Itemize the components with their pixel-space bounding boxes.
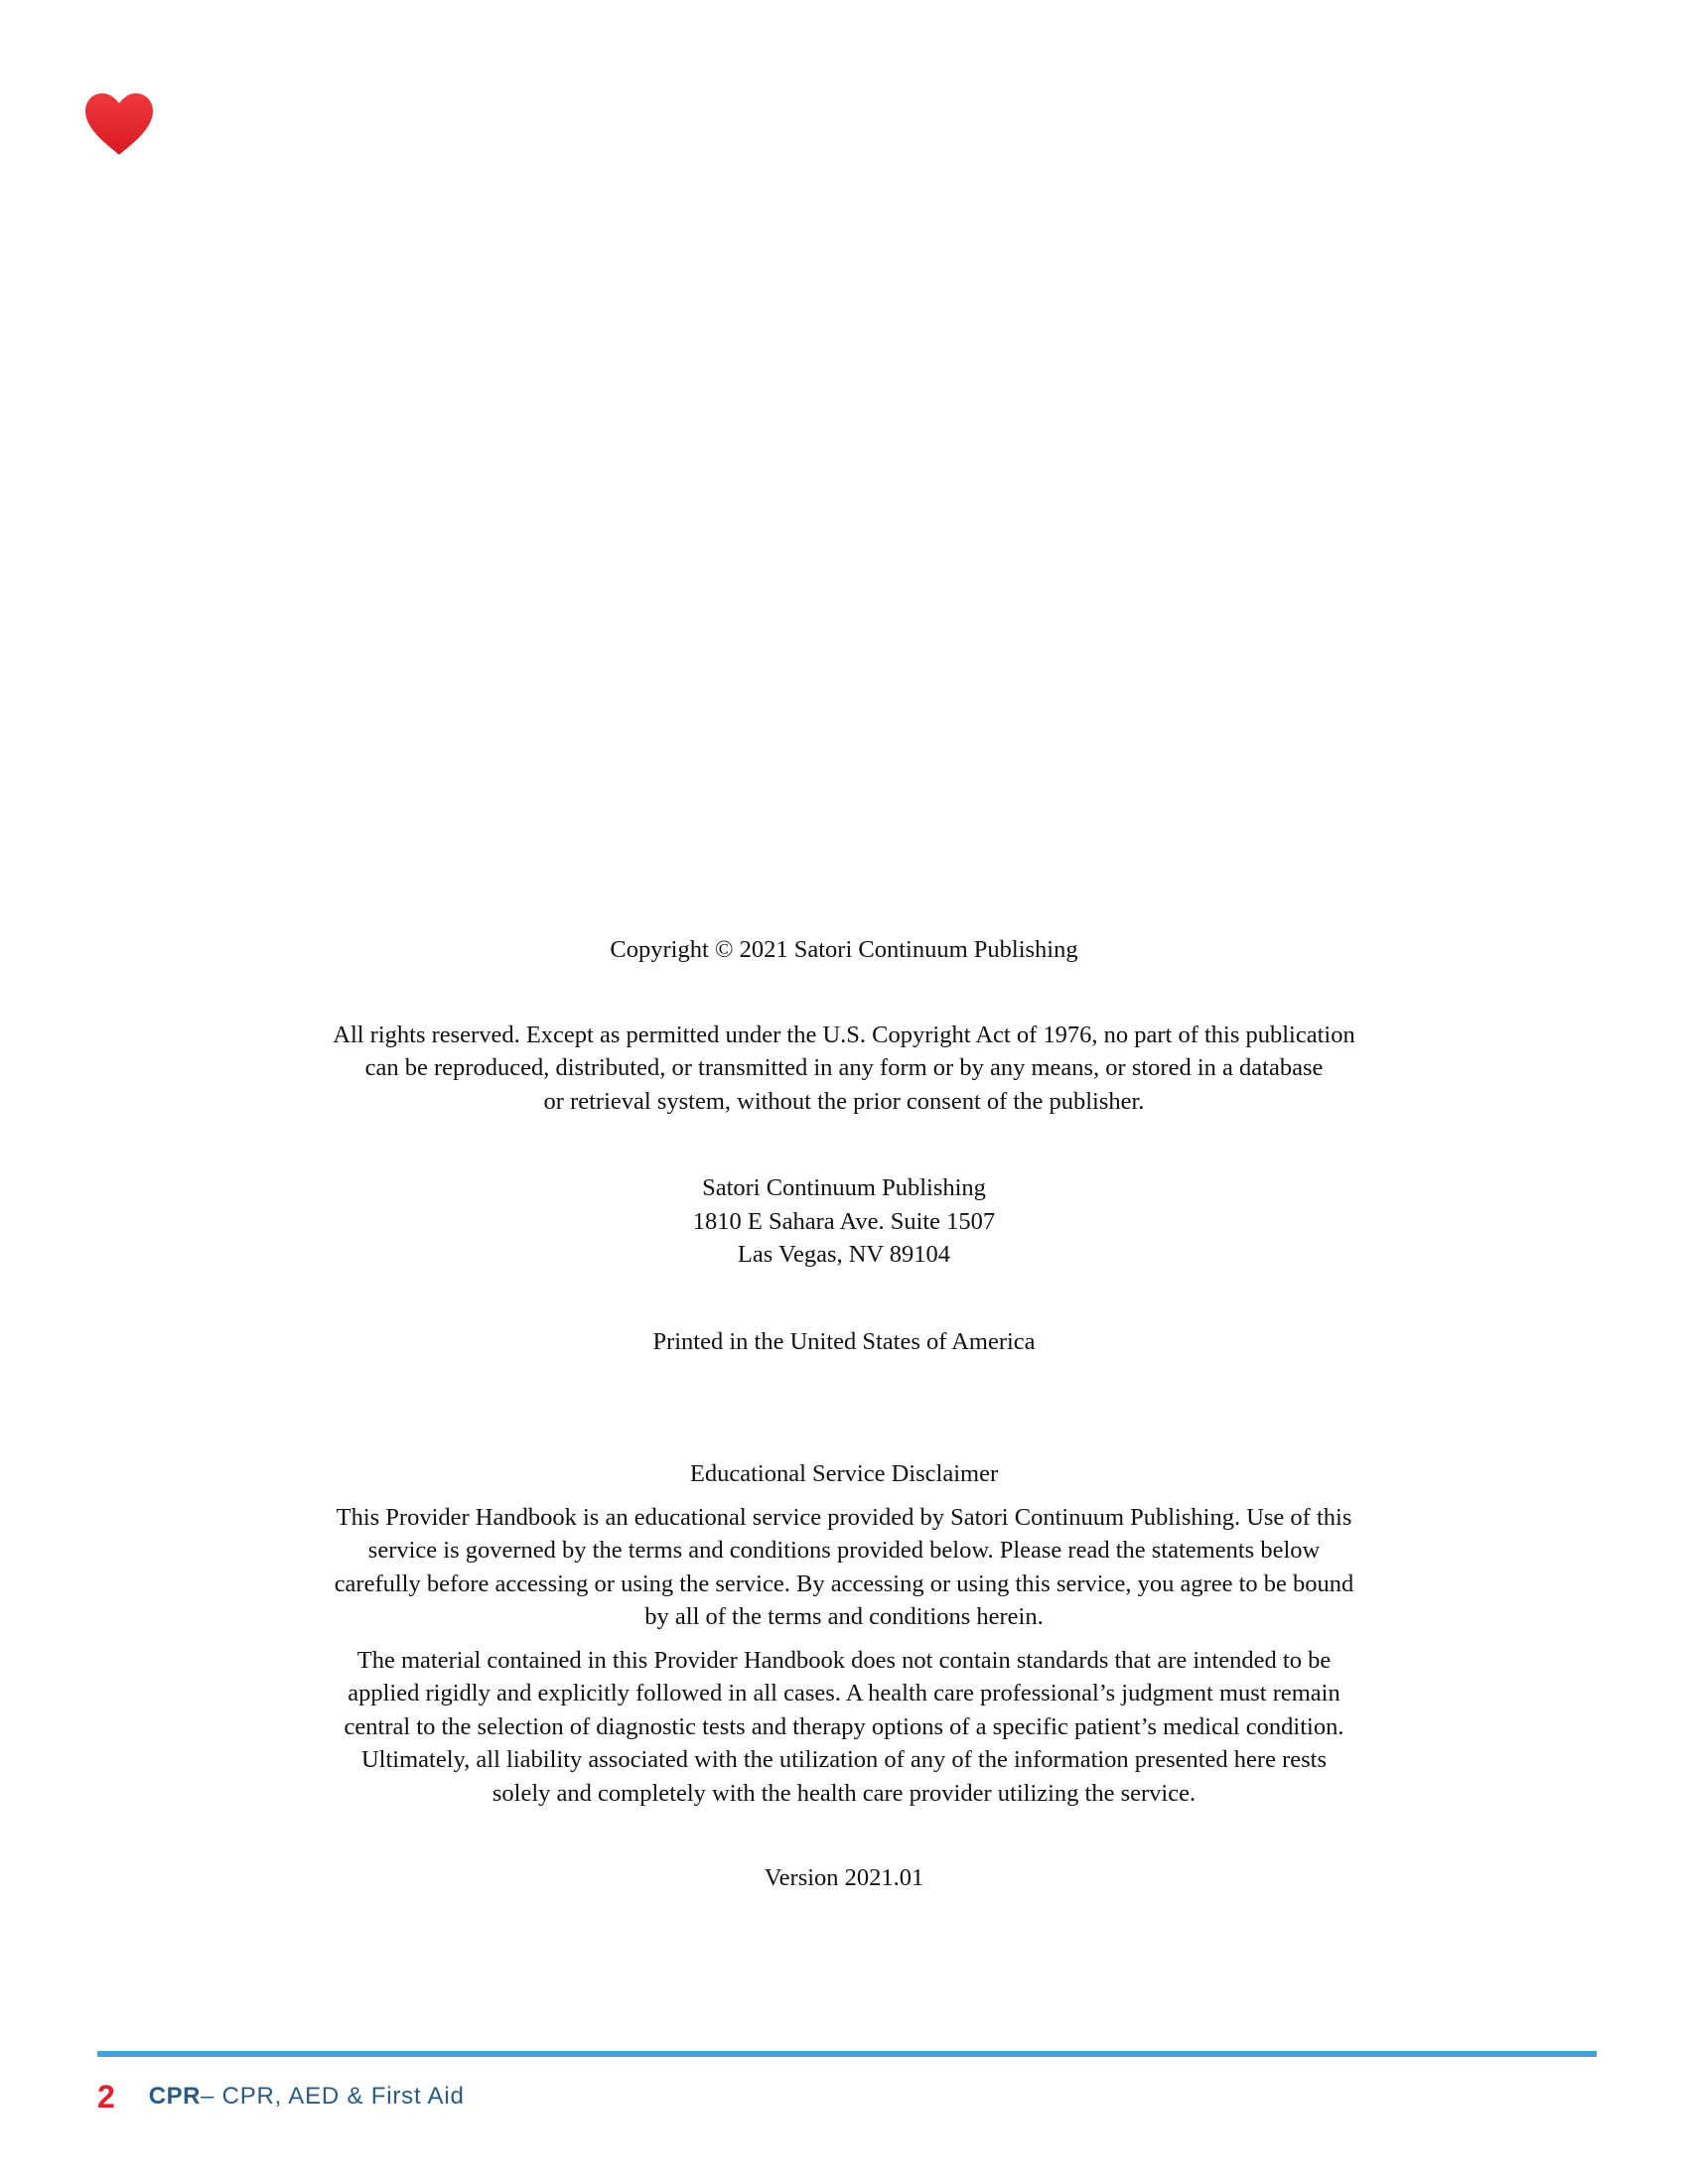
footer-section-title: – CPR, AED & First Aid bbox=[200, 2083, 465, 2110]
printed-in-line: Printed in the United States of America bbox=[652, 1327, 1036, 1355]
rights-line: All rights reserved. Except as permitted under the U.S. Copyright Act of 1976, no part of this publication bbox=[333, 1021, 1355, 1048]
disclaimer-line: by all of the terms and conditions herein. bbox=[644, 1603, 1044, 1630]
disclaimer-line: applied rigidly and explicitly followed in all cases. A health care professional’s judgment must remain bbox=[348, 1680, 1340, 1706]
disclaimer-line: service is governed by the terms and conditions provided below. Please read the statements below bbox=[367, 1537, 1321, 1564]
disclaimer-line: solely and completely with the health care provider utilizing the service. bbox=[492, 1779, 1196, 1807]
footer-rule bbox=[97, 2051, 1597, 2057]
heart-icon bbox=[83, 91, 155, 157]
disclaimer-line: Ultimately, all liability associated with the utilization of any of the information presented here rests bbox=[360, 1746, 1327, 1773]
version-line: Version 2021.01 bbox=[764, 1864, 924, 1891]
disclaimer-line: central to the selection of diagnostic tests and therapy options of a specific patient’s medical condition. bbox=[344, 1712, 1344, 1740]
disclaimer-title: Educational Service Disclaimer bbox=[689, 1460, 999, 1487]
copyright-page-content bbox=[248, 933, 1440, 1895]
disclaimer-paragraph-1 bbox=[278, 1501, 1410, 1634]
copyright-line: Copyright © 2021 Satori Continuum Publishing bbox=[610, 936, 1078, 963]
disclaimer-line: carefully before accessing or using the service. By accessing or using this service, you agree to be bound bbox=[334, 1570, 1354, 1597]
publisher-address bbox=[248, 1171, 1440, 1272]
publisher-city: Las Vegas, NV 89104 bbox=[737, 1241, 951, 1268]
publisher-street: 1810 E Sahara Ave. Suite 1507 bbox=[692, 1207, 996, 1235]
footer-section-bold: CPR bbox=[148, 2083, 201, 2110]
disclaimer-paragraph-2 bbox=[278, 1644, 1410, 1811]
page-footer bbox=[97, 2077, 465, 2116]
disclaimer-line: This Provider Handbook is an educational service provided by Satori Continuum Publishing. Use of this bbox=[336, 1503, 1352, 1531]
rights-line: or retrieval system, without the prior consent of the publisher. bbox=[543, 1087, 1145, 1115]
disclaimer-line: The material contained in this Provider Handbook does not contain standards that are intended to be bbox=[356, 1646, 1332, 1674]
publisher-name: Satori Continuum Publishing bbox=[702, 1174, 986, 1201]
page-number: 2 bbox=[97, 2078, 115, 2115]
rights-reserved-paragraph bbox=[283, 1019, 1405, 1119]
rights-line: can be reproduced, distributed, or transmitted in any form or by any means, or stored in a database bbox=[364, 1054, 1324, 1081]
